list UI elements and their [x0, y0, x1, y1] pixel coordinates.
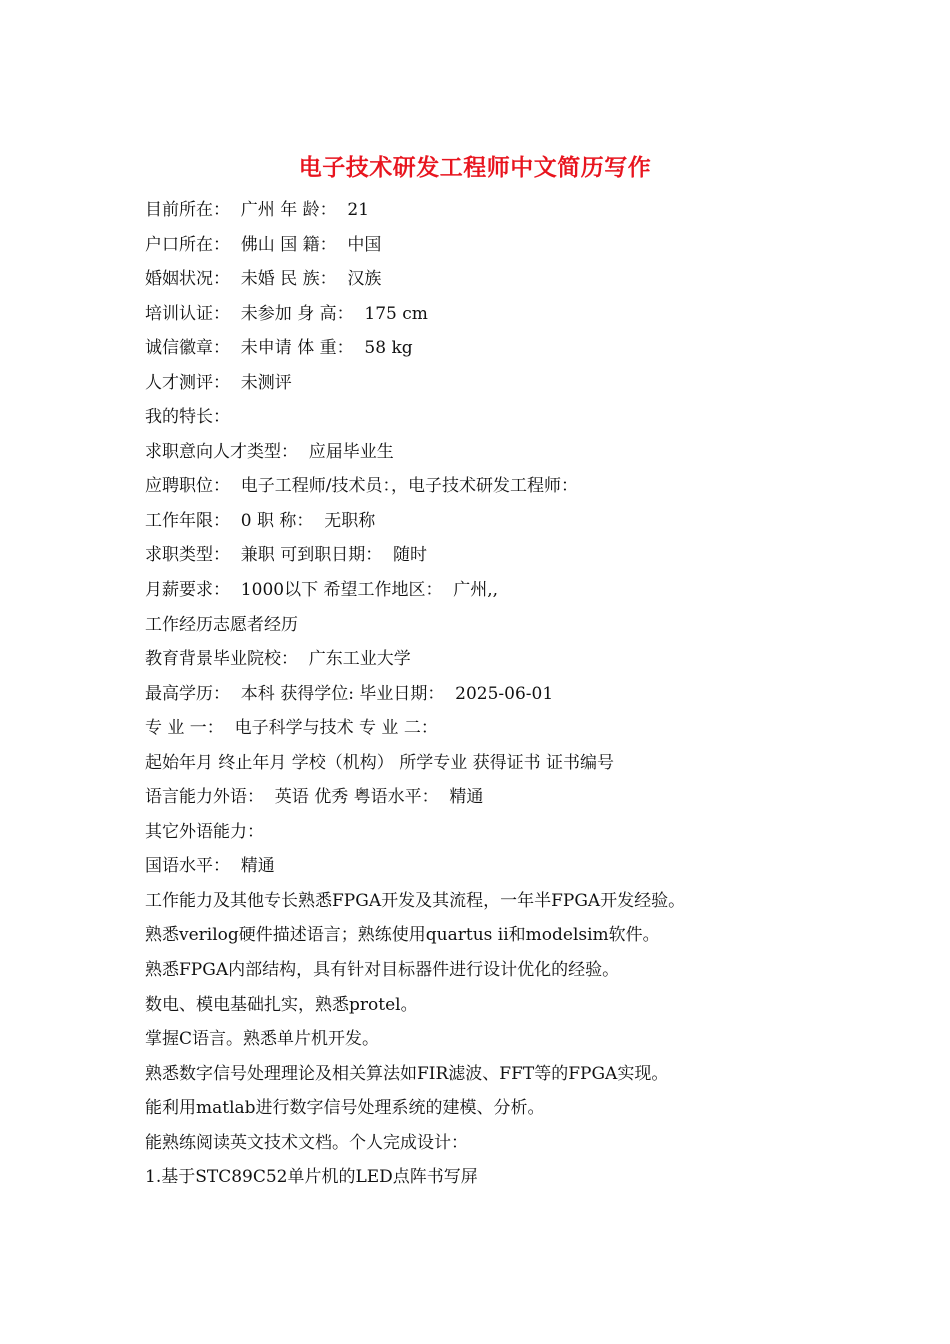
resume-line: 诚信徽章： 未申请 体 重： 58 kg [145, 338, 413, 359]
resume-line: 目前所在： 广州 年 龄： 21 [145, 200, 370, 220]
resume-line: 能熟练阅读英文技术文档。个人完成设计： [145, 1132, 468, 1153]
resume-line: 工作经历志愿者经历 [145, 614, 298, 635]
resume-line: 专 业 一： 电子科学与技术 专 业 二： [145, 718, 438, 739]
resume-line: 培训认证： 未参加 身 高： 175 cm [145, 303, 428, 324]
resume-line: 掌握C语言。熟悉单片机开发。 [145, 1029, 380, 1050]
resume-line: 1.基于STC89C52单片机的LED点阵书写屏 [145, 1167, 478, 1188]
resume-line: 能利用matlab进行数字信号处理系统的建模、分析。 [145, 1098, 545, 1119]
resume-line: 应聘职位： 电子工程师/技术员：，电子技术研发工程师： [145, 476, 579, 497]
resume-line: 熟悉FPGA内部结构，具有针对目标器件进行设计优化的经验。 [145, 960, 620, 981]
resume-line: 其它外语能力： [145, 821, 264, 842]
resume-line: 熟悉数字信号处理理论及相关算法如FIR滤波、FFT等的FPGA实现。 [145, 1063, 669, 1084]
resume-line: 熟悉verilog硬件描述语言；熟练使用quartus ii和modelsim软件。 [145, 925, 660, 946]
resume-line: 人才测评： 未测评 [145, 372, 292, 393]
resume-line: 国语水平： 精通 [145, 856, 275, 877]
resume-body [145, 193, 905, 1195]
resume-line: 教育背景毕业院校： 广东工业大学 [145, 649, 411, 670]
resume-line: 求职类型： 兼职 可到职日期： 随时 [145, 545, 428, 566]
resume-line: 婚姻状况： 未婚 民 族： 汉族 [145, 269, 382, 290]
resume-line: 最高学历： 本科 获得学位: 毕业日期： 2025-06-01 [145, 683, 554, 704]
resume-line: 户口所在： 佛山 国 籍： 中国 [145, 234, 382, 255]
resume-line: 数电、模电基础扎实，熟悉protel。 [145, 994, 418, 1015]
resume-line: 月薪要求： 1000以下 希望工作地区： 广州,, [145, 580, 499, 601]
resume-line: 求职意向人才类型： 应届毕业生 [145, 441, 394, 462]
resume-line: 起始年月 终止年月 学校（机构） 所学专业 获得证书 证书编号 [145, 752, 615, 773]
resume-line: 我的特长： [145, 407, 230, 428]
resume-line: 工作年限： 0 职 称： 无职称 [145, 510, 376, 531]
resume-line: 工作能力及其他专长熟悉FPGA开发及其流程，一年半FPGA开发经验。 [145, 890, 686, 911]
document-title: 电子技术研发工程师中文简历写作 [298, 154, 652, 181]
resume-line: 语言能力外语： 英语 优秀 粤语水平： 精通 [145, 787, 484, 808]
